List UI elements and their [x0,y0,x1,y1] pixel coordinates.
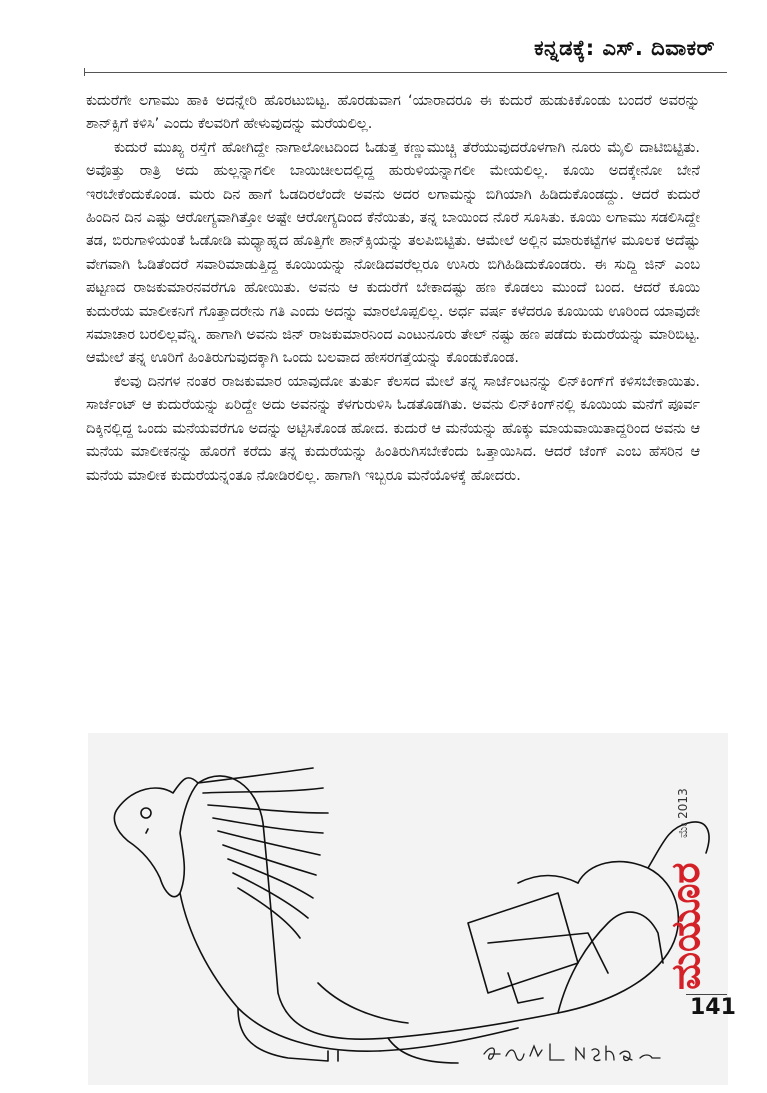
page-number: 141 [690,995,736,1020]
horse-eye [141,808,151,818]
header-rule [84,72,727,73]
magazine-name: ಮಯೂರ [663,862,709,990]
horse-drawing [88,733,728,1085]
magazine-logo [664,840,714,990]
horse-mane [198,768,328,938]
article-body [86,90,700,488]
issue-date: ಮೇ 2013 [676,788,690,838]
artist-signature [480,1040,670,1068]
article-paragraph-2: ಕುದುರೆ ಮುಖ್ಯ ರಸ್ತೆಗೆ ಹೋಗಿದ್ದೇ ನಾಗಾಲೋಟದಿಂದ ಓಡುತ್ತ ಕಣ್ಣುಮುಚ್ಚಿ ತೆರೆಯುವುದರೊಳಗಾಗಿ ನೂರು ಮೈಲಿ ದಾಟಿಬಿಟ್ಟಿತು. ಅವೊತ್ತು ರಾತ್ರಿ ಅದು ಹುಲ್ಲನ್ನಾಗಲೀ ಬಾಯಿಚೀಲದಲ್ಲಿದ್ದ ಹುರುಳಿಯನ್ನಾಗಲೀ ಮೇಯಲಿಲ್ಲ. ಕೂಯಿ ಅದಕ್ಕೇನೋ ಬೇನೆ ಇರಬೇಕೆಂದುಕೊಂಡ. ಮರು ದಿನ ಹಾಗೆ ಓಡದಿರಲೆಂದೇ ಅವನು ಅದರ ಲಗಾಮನ್ನು ಬಿಗಿಯಾಗಿ ಹಿಡಿದುಕೊಂಡದ್ದು. ಆದರೆ ಕುದುರೆ ಹಿಂದಿನ ದಿನ ಎಷ್ಟು ಆರೋಗ್ಯವಾಗಿತ್ತೋ ಅಷ್ಟೇ ಆರೋಗ್ಯದಿಂದ ಕೆನೆಯಿತು, ತನ್ನ ಬಾಯಿಂದ ನೊರೆ ಸೂಸಿತು. ಕೂಯಿ ಲಗಾಮು ಸಡಲಿಸಿದ್ದೇ ತಡ, ಬಿರುಗಾಳಿಯಂತೆ ಓಡೋಡಿ ಮಧ್ಯಾಹ್ನದ ಹೊತ್ತಿಗೇ ಶಾನ್‌ಕ್ಸಿಯನ್ನು ತಲಪಿಬಿಟ್ಟಿತು. ಆಮೇಲೆ ಅಲ್ಲಿನ ಮಾರುಕಟ್ಟೆಗಳ ಮೂಲಕ ಅದೆಷ್ಟು ವೇಗವಾಗಿ ಓಡಿತೆಂದರೆ ಸವಾರಿಮಾಡುತ್ತಿದ್ದ ಕೂಯಿಯನ್ನು ನೋಡಿದವರೆಲ್ಲರೂ ಉಸಿರು ಬಿಗಿಹಿಡಿದುಕೊಂಡರು. ಈ ಸುದ್ದಿ ಜಿನ್ ಎಂಬ ಪಟ್ಟಣದ ರಾಜಕುಮಾರನವರೆಗೂ ಹೋಯಿತು. ಅವನು ಆ ಕುದುರೆಗೆ ಬೇಕಾದಷ್ಟು ಹಣ ಕೊಡಲು ಮುಂದೆ ಬಂದ. ಆದರೆ ಕೂಯಿ ಕುದುರೆಯ ಮಾಲೀಕನಿಗೆ ಗೊತ್ತಾದರೇನು ಗತಿ ಎಂದು ಅದನ್ನು ಮಾರಲೊಪ್ಪಲಿಲ್ಲ. ಅರ್ಧ ವರ್ಷ ಕಳೆದರೂ ಕೂಯಿಯ ಊರಿಂದ ಯಾವುದೇ ಸಮಾಚಾರ ಬರಲಿಲ್ಲವೆನ್ನಿ. ಹಾಗಾಗಿ ಅವನು ಜಿನ್ ರಾಜಕುಮಾರನಿಂದ ಎಂಟುನೂರು ತೇಲ್ ನಷ್ಟು ಹಣ ಪಡೆದು ಕುದುರೆಯನ್ನು ಮಾರಿಬಿಟ್ಟ. ಆಮೇಲೆ ತನ್ನ ಊರಿಗೆ ಹಿಂತಿರುಗುವುದಕ್ಕಾಗಿ ಒಂದು ಬಲವಾದ ಹೇಸರಗತ್ತೆಯನ್ನು ಕೊಂಡುಕೊಂಡ. [86,139,700,367]
horse-illustration [88,733,728,1085]
header-title: ಕನ್ನಡಕ್ಕೆ: ಎಸ್. ದಿವಾಕರ್ [534,36,715,60]
article-paragraph-1: ಕುದುರೆಗೇ ಲಗಾಮು ಹಾಕಿ ಅದನ್ನೇರಿ ಹೊರಟುಬಿಟ್ಟ. ಹೊರಡುವಾಗ ‘ಯಾರಾದರೂ ಈ ಕುದುರೆ ಹುಡುಕಿಕೊಂಡು ಬಂದರೆ ಅವರನ್ನು ಶಾನ್‌ಕ್ಸಿಗೆ ಕಳಿಸಿ’ ಎಂದು ಕೆಲವರಿಗೆ ಹೇಳುವುದನ್ನು ಮರೆಯಲಿಲ್ಲ. [86,93,700,133]
horse-head [114,778,198,897]
article-paragraph-3: ಕೆಲವು ದಿನಗಳ ನಂತರ ರಾಜಕುಮಾರ ಯಾವುದೋ ತುರ್ತು ಕೆಲಸದ ಮೇಲೆ ತನ್ನ ಸಾರ್ಜೆಂಟನನ್ನು ಲಿನ್‌ಕಿಂಗ್‌ಗೆ ಕಳಿಸಬೇಕಾಯಿತು. ಸಾರ್ಜೆಂಟ್ ಆ ಕುದುರೆಯನ್ನು ಏರಿದ್ದೇ ಅದು ಅವನನ್ನು ಕೆಳಗುರುಳಿಸಿ ಓಡತೊಡಗಿತು. ಅವನು ಲಿನ್‌ಕಿಂಗ್‌ನಲ್ಲಿ ಕೂಯಿಯ ಮನೆಗೆ ಪೂರ್ವ ದಿಕ್ಕಿನಲ್ಲಿದ್ದ ಒಂದು ಮನೆಯವರೆಗೂ ಅದನ್ನು ಅಟ್ಟಿಸಿಕೊಂಡ ಹೋದ. ಕುದುರೆ ಆ ಮನೆಯನ್ನು ಹೊಕ್ಕು ಮಾಯವಾಯಿತಾದ್ದರಿಂದ ಅವನು ಆ ಮನೆಯ ಮಾಲೀಕನನ್ನು ಹೊರಗೆ ಕರೆದು ತನ್ನ ಕುದುರೆಯನ್ನು ಹಿಂತಿರುಗಿಸಬೇಕೆಂದು ಒತ್ತಾಯಿಸಿದ. ಆದರೆ ಜೆಂಗ್ ಎಂಬ ಹೆಸರಿನ ಆ ಮನೆಯ ಮಾಲೀಕ ಕುದುರೆಯನ್ನಂತೂ ನೋಡಿರಲಿಲ್ಲ. ಹಾಗಾಗಿ ಇಬ್ಬರೂ ಮನೆಯೊಳಕ್ಕೆ ಹೋದರು. [86,373,700,484]
horse-body [198,776,678,1039]
